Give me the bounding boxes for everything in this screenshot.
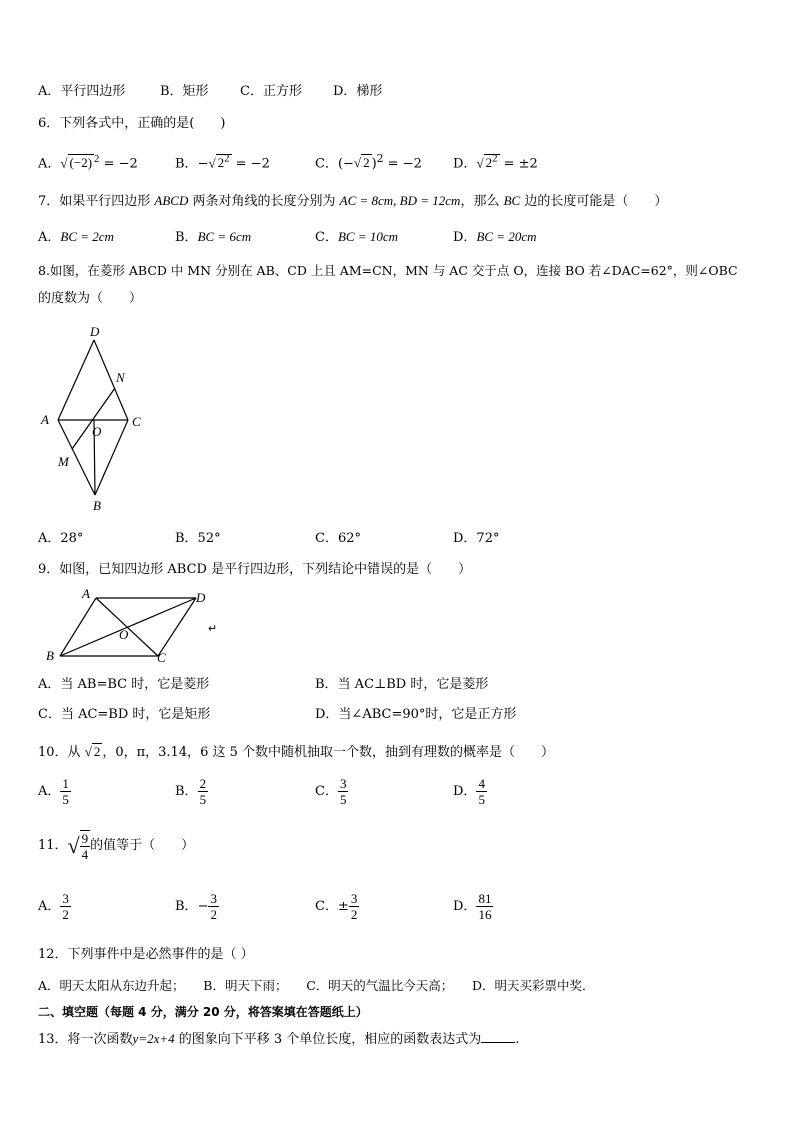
q11-a-numerator: 3 <box>62 891 69 906</box>
q11-label: 11． <box>38 837 68 853</box>
q9-option-b: B．当 AC⊥BD 时，它是菱形 <box>315 677 489 692</box>
q7-stem <box>38 192 667 211</box>
q6-b-label: B． <box>175 156 198 172</box>
q7-option-c <box>315 228 398 247</box>
q10-radicand: 2 <box>93 744 101 759</box>
q7-stem-pre: 7．如果平行四边形 <box>38 194 155 209</box>
q6-c-prefix: (− <box>337 156 354 172</box>
q10-option-d <box>453 776 487 807</box>
q10-stem-post: ，0，π，3.14，6 这 5 个数中随机抽取一个数，抽到有理数的概率是（ ） <box>102 745 555 760</box>
q6-a-expr: √ (−2) $^2$ <box>60 153 100 171</box>
q9-option-c: C．当 AC=BD 时，它是矩形 <box>38 707 211 722</box>
q8-stem-line2: 的度数为（ ） <box>38 291 143 306</box>
q10-c-label: C． <box>315 784 338 799</box>
q9-label-b: B <box>46 648 54 663</box>
q11-d-label: D． <box>453 899 477 914</box>
q7-option-d <box>453 228 536 247</box>
q7-c-value: BC = 10cm <box>337 229 398 244</box>
q11-fraction <box>80 830 91 862</box>
q6-c-label: C． <box>315 156 338 172</box>
q8-option-b: B．52° <box>175 531 221 546</box>
q7-a-value: BC = 2cm <box>60 229 114 244</box>
q11-c-label: C． <box>315 899 338 914</box>
q13-stem-post: 的图象向下平移 3 个单位长度，相应的函数表达式为 <box>174 1032 482 1047</box>
q11-stem <box>38 830 194 862</box>
q9-label-a: A <box>82 586 90 601</box>
q7-b-label: B． <box>175 230 198 245</box>
q11-b-denominator: 2 <box>210 907 217 922</box>
q7-b-value: BC = 6cm <box>197 229 252 244</box>
q6-a-exponent: 2 <box>94 153 100 165</box>
q8-option-c: C．62° <box>315 531 361 546</box>
q10-b-label: B． <box>175 784 198 799</box>
q6-b-radicand: 2 <box>217 155 225 171</box>
q6-c-close: ) <box>371 156 377 172</box>
q13-stem-pre: 13．将一次函数 <box>38 1032 133 1047</box>
q11-c-fraction <box>349 891 360 922</box>
q11-b-fraction <box>208 891 219 922</box>
q7-d-value: BC = 20cm <box>476 229 537 244</box>
q6-d-exponent: 2 <box>492 153 498 165</box>
q7-option-a <box>38 228 114 247</box>
q10-b-denominator: 5 <box>199 792 207 807</box>
q10-a-denominator: 5 <box>62 792 69 807</box>
q10-d-label: D． <box>453 784 477 799</box>
q11-c-sign: ± <box>337 899 349 914</box>
q10-sqrt: √ 2 <box>84 744 101 759</box>
q6-c-rest: = −2 <box>383 156 422 172</box>
q6-c-radicand: 2 <box>363 155 370 171</box>
q6-option-d <box>453 150 538 173</box>
q5-option-d: D．梯形 <box>333 84 383 99</box>
q8-option-d: D．72° <box>453 531 500 546</box>
q6-d-radicand-wrap <box>484 154 500 170</box>
q9-paragraph-mark: ↵ <box>208 623 218 635</box>
q6-d-rest: = ±2 <box>499 156 538 172</box>
q11-b-numerator: 3 <box>210 891 217 906</box>
q6-c-exponent: 2 <box>376 152 384 165</box>
q8-label-a: A <box>41 412 49 427</box>
q13-stem-end: . <box>515 1032 520 1047</box>
q8-segment-mn <box>72 388 115 449</box>
q11-b-label: B． <box>175 899 198 914</box>
q10-c-fraction <box>338 776 349 807</box>
q10-stem-pre: 10．从 <box>38 745 85 760</box>
q8-rhombus-figure <box>36 322 156 512</box>
q7-stem-bc: BC <box>503 193 521 208</box>
q13-stem <box>38 1030 519 1049</box>
q10-option-c <box>315 776 348 807</box>
q6-option-b <box>175 150 270 173</box>
q10-a-fraction <box>60 776 71 807</box>
q8-label-b: B <box>93 498 101 512</box>
q6-a-rest: = −2 <box>99 156 138 172</box>
q11-option-c <box>315 891 359 922</box>
q11-a-denominator: 2 <box>62 907 69 922</box>
q11-a-fraction <box>60 891 71 922</box>
q10-b-fraction <box>198 776 209 807</box>
q8-edge-ad <box>58 340 94 420</box>
section2-title: 二、填空题（每题 4 分，满分 20 分，将答案填在答题纸上） <box>38 1005 368 1019</box>
q9-label-d: D <box>196 590 206 605</box>
q6-a-radicand: (−2) <box>69 155 93 171</box>
q9-option-d: D．当∠ABC=90°时，它是正方形 <box>315 707 517 722</box>
q8-label-m: M <box>58 454 69 469</box>
q8-stem-line1: 8.如图，在菱形 ABCD 中 MN 分别在 AB、CD 上且 AM=CN，MN 与 AC 交于点 O，连接 BO 若∠DAC=62°，则∠OBC <box>38 263 738 278</box>
q11-c-denominator: 2 <box>350 907 358 922</box>
q6-d-expr: √ $2^2$ <box>476 153 498 171</box>
q6-b-prefix: − <box>197 156 209 172</box>
q6-option-c <box>315 150 422 173</box>
q9-edge-ba <box>60 598 96 656</box>
q6-option-a <box>38 150 138 173</box>
q6-d-label: D． <box>453 156 477 172</box>
q10-c-denominator: 5 <box>339 792 347 807</box>
q12-stem: 12．下列事件中是必然事件的是（ ） <box>38 947 254 962</box>
q7-stem-abcd: ABCD <box>154 193 189 208</box>
q6-a-label: A． <box>38 156 61 172</box>
q10-option-b <box>175 776 208 807</box>
q12-options: A．明天太阳从东边升起； B．明天下雨； C．明天的气温比今天高； D．明天买彩票中奖． <box>38 978 595 993</box>
q10-c-numerator: 3 <box>339 776 347 791</box>
q6-b-radicand-wrap <box>216 154 232 170</box>
q9-parallelogram-figure <box>40 584 240 670</box>
q7-d-label: D． <box>453 230 477 245</box>
q9-stem: 9．如图，已知四边形 ABCD 是平行四边形，下列结论中错误的是（ ） <box>38 562 472 577</box>
q7-option-b <box>175 228 251 247</box>
q5-option-c: C．正方形 <box>240 84 302 99</box>
q10-option-a <box>38 776 71 807</box>
q8-label-n: N <box>116 370 125 385</box>
q8-label-o: O <box>92 424 102 439</box>
q11-d-denominator: 16 <box>478 907 492 922</box>
q10-a-label: A． <box>38 784 61 799</box>
q8-label-c: C <box>132 414 141 429</box>
q7-stem-mid: 两条对角线的长度分别为 <box>188 194 340 209</box>
q11-sqrt: √ $\frac{9}{4}$ <box>67 831 89 862</box>
q9-label-o: O <box>119 627 129 642</box>
q6-stem: 6．下列各式中，正确的是( ) <box>38 116 226 131</box>
q10-stem <box>38 743 554 762</box>
q7-stem-condition: AC = 8cm, BD = 12cm <box>339 193 461 208</box>
q10-a-numerator: 1 <box>62 776 69 791</box>
q13-answer-blank[interactable] <box>481 1030 515 1043</box>
q7-a-label: A． <box>38 230 61 245</box>
q9-option-a: A．当 AB=BC 时，它是菱形 <box>38 677 210 692</box>
q13-function: y=2x+4 <box>132 1031 175 1046</box>
q6-b-expr: √ $2^2$ <box>208 153 230 171</box>
q7-stem-post: ，那么 <box>460 194 504 209</box>
q11-option-d <box>453 891 493 922</box>
q11-c-numerator: 3 <box>350 891 358 906</box>
q5-option-b: B．矩形 <box>160 84 209 99</box>
q11-b-sign: − <box>197 899 209 914</box>
q6-d-radicand: 2 <box>485 155 493 171</box>
q10-d-fraction <box>476 776 487 807</box>
q8-label-d: D <box>90 324 100 339</box>
q6-b-exponent: 2 <box>224 153 230 165</box>
q8-option-a: A．28° <box>38 531 84 546</box>
q6-b-rest: = −2 <box>231 156 270 172</box>
q5-option-a: A．平行四边形 <box>38 84 126 99</box>
q10-d-denominator: 5 <box>478 792 485 807</box>
q11-option-b <box>175 891 219 922</box>
q7-stem-end: 边的长度可能是（ ） <box>520 194 668 209</box>
q11-numerator: 9 <box>81 831 89 846</box>
q11-a-label: A． <box>38 899 61 914</box>
q9-label-c: C <box>157 650 166 665</box>
q7-c-label: C． <box>315 230 338 245</box>
q11-denominator: 4 <box>81 847 89 862</box>
q6-c-expr: √ 2 <box>353 155 370 171</box>
q11-option-a <box>38 891 71 922</box>
q11-d-fraction <box>476 891 493 922</box>
q11-d-numerator: 81 <box>478 891 492 906</box>
q11-stem-post: 的值等于（ ） <box>90 837 195 853</box>
q10-b-numerator: 2 <box>199 776 207 791</box>
q10-d-numerator: 4 <box>478 776 485 791</box>
